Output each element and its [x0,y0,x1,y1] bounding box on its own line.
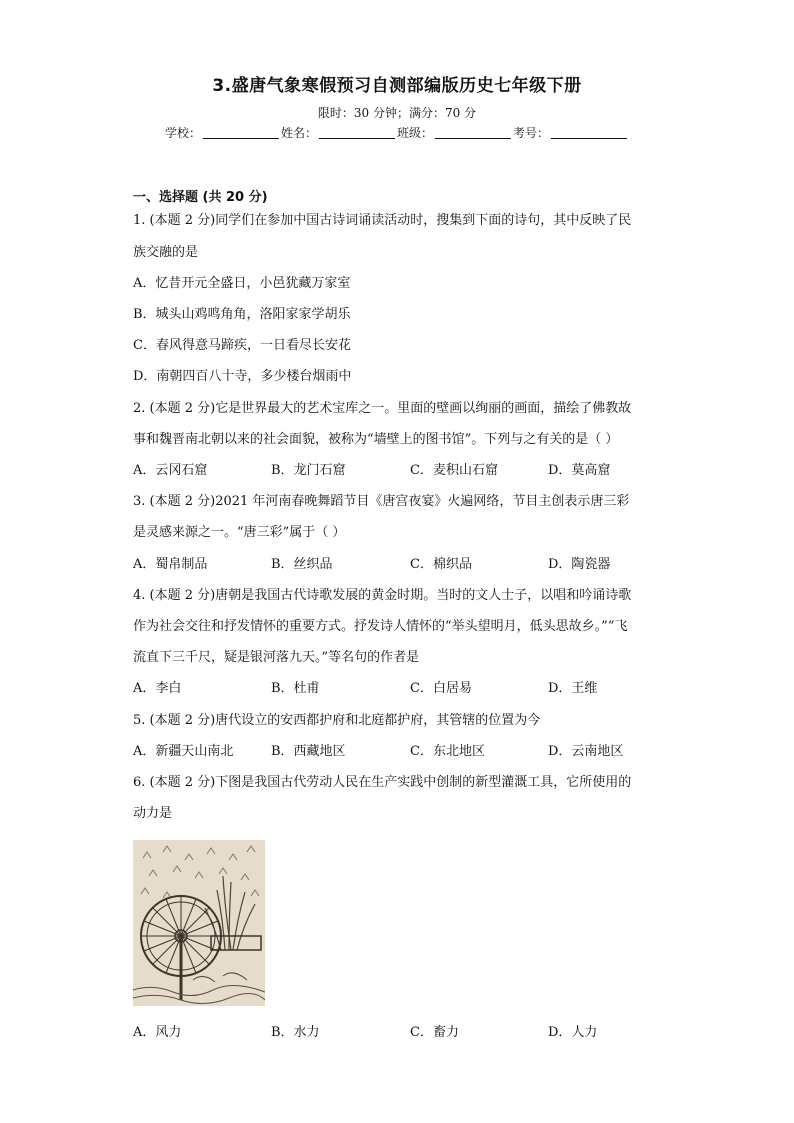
question-5-line-1: 5. (本题 2 分)唐代设立的安西都护府和北庭都护府，其管辖的位置为今 [133,713,541,728]
exam-limits: 限时：30 分钟；满分：70 分 [317,106,477,120]
exam-no-label: 考号： [513,126,550,140]
question-4-line-2: 作为社会交往和抒发情怀的重要方式。抒发诗人情怀的“举头望明月，低头思故乡。”“飞 [133,619,628,634]
class-field[interactable] [435,124,511,139]
question-3-option-b[interactable]: B．丝织品 [271,557,333,572]
question-1-option-d[interactable]: D．南朝四百八十寺，多少楼台烟雨中 [133,369,352,384]
question-6-line-2: 动力是 [133,806,173,821]
section-heading: 一、选择题 (共 20 分) [133,190,268,205]
question-1-option-b[interactable]: B．城头山鸡鸣角角，洛阳家家学胡乐 [133,307,351,322]
question-6-option-b[interactable]: B．水力 [271,1025,320,1040]
question-3-option-d[interactable]: D．陶瓷器 [548,557,611,572]
question-6-option-d[interactable]: D．人力 [548,1025,598,1040]
question-2-option-c[interactable]: C．麦积山石窟 [410,463,498,478]
question-2-option-a[interactable]: A．云冈石窟 [133,463,208,478]
question-5-option-b[interactable]: B．西藏地区 [271,744,346,759]
question-4-option-c[interactable]: C．白居易 [410,681,472,696]
question-1-option-a[interactable]: A．忆昔开元全盛日，小邑犹藏万家室 [133,276,351,291]
question-2-line-1: 2. (本题 2 分)它是世界最大的艺术宝库之一。里面的壁画以绚丽的画面，描绘了佛教故 [133,401,632,416]
question-6-line-1: 6. (本题 2 分)下图是我国古代劳动人民在生产实践中创制的新型灌溉工具，它所使用的 [133,775,632,790]
school-label: 学校： [164,126,201,140]
class-label: 班级： [397,126,434,140]
page-title: 3.盛唐气象寒假预习自测部编版历史七年级下册 [212,76,582,96]
question-3-line-1: 3. (本题 2 分)2021 年河南春晚舞蹈节目《唐宫夜宴》火遍网络，节目主创表示唐三彩 [133,494,630,509]
question-5-option-c[interactable]: C．东北地区 [410,744,485,759]
question-2-option-b[interactable]: B．龙门石窟 [271,463,346,478]
question-3-line-2: 是灵感来源之一。“唐三彩”属于（ ） [133,525,346,540]
exam-no-field[interactable] [551,124,627,139]
question-5-option-d[interactable]: D．云南地区 [548,744,624,759]
question-2-line-2: 事和魏晋南北朝以来的社会面貌，被称为“墙壁上的图书馆”。下列与之有关的是（ ） [133,432,619,447]
question-3-option-a[interactable]: A．蜀帛制品 [133,557,208,572]
question-4-option-b[interactable]: B．杜甫 [271,681,320,696]
question-4-option-d[interactable]: D．王维 [548,681,598,696]
question-2-option-d[interactable]: D．莫高窟 [548,463,611,478]
question-1-option-c[interactable]: C．春风得意马蹄疾，一日看尽长安花 [133,338,351,353]
question-1-line-1: 1. (本题 2 分)同学们在参加中国古诗词诵读活动时，搜集到下面的诗句，其中反映了民 [133,213,632,228]
name-field[interactable] [319,124,395,139]
question-6-option-a[interactable]: A．风力 [133,1025,182,1040]
question-6-option-c[interactable]: C．畜力 [410,1025,459,1040]
question-3-option-c[interactable]: C．棉织品 [410,557,472,572]
name-label: 姓名： [280,126,317,140]
question-5-option-a[interactable]: A．新疆天山南北 [133,744,234,759]
student-info-row [0,124,794,141]
school-field[interactable] [203,124,279,139]
question-1-line-2: 族交融的是 [133,245,199,260]
question-4-line-3: 流直下三千尺，疑是银河落九天。”等名句的作者是 [133,650,420,665]
question-4-option-a[interactable]: A．李白 [133,681,182,696]
waterwheel-illustration [133,840,265,1006]
question-4-line-1: 4. (本题 2 分)唐朝是我国古代诗歌发展的黄金时期。当时的文人士子，以唱和吟诵诗歌 [133,588,632,603]
